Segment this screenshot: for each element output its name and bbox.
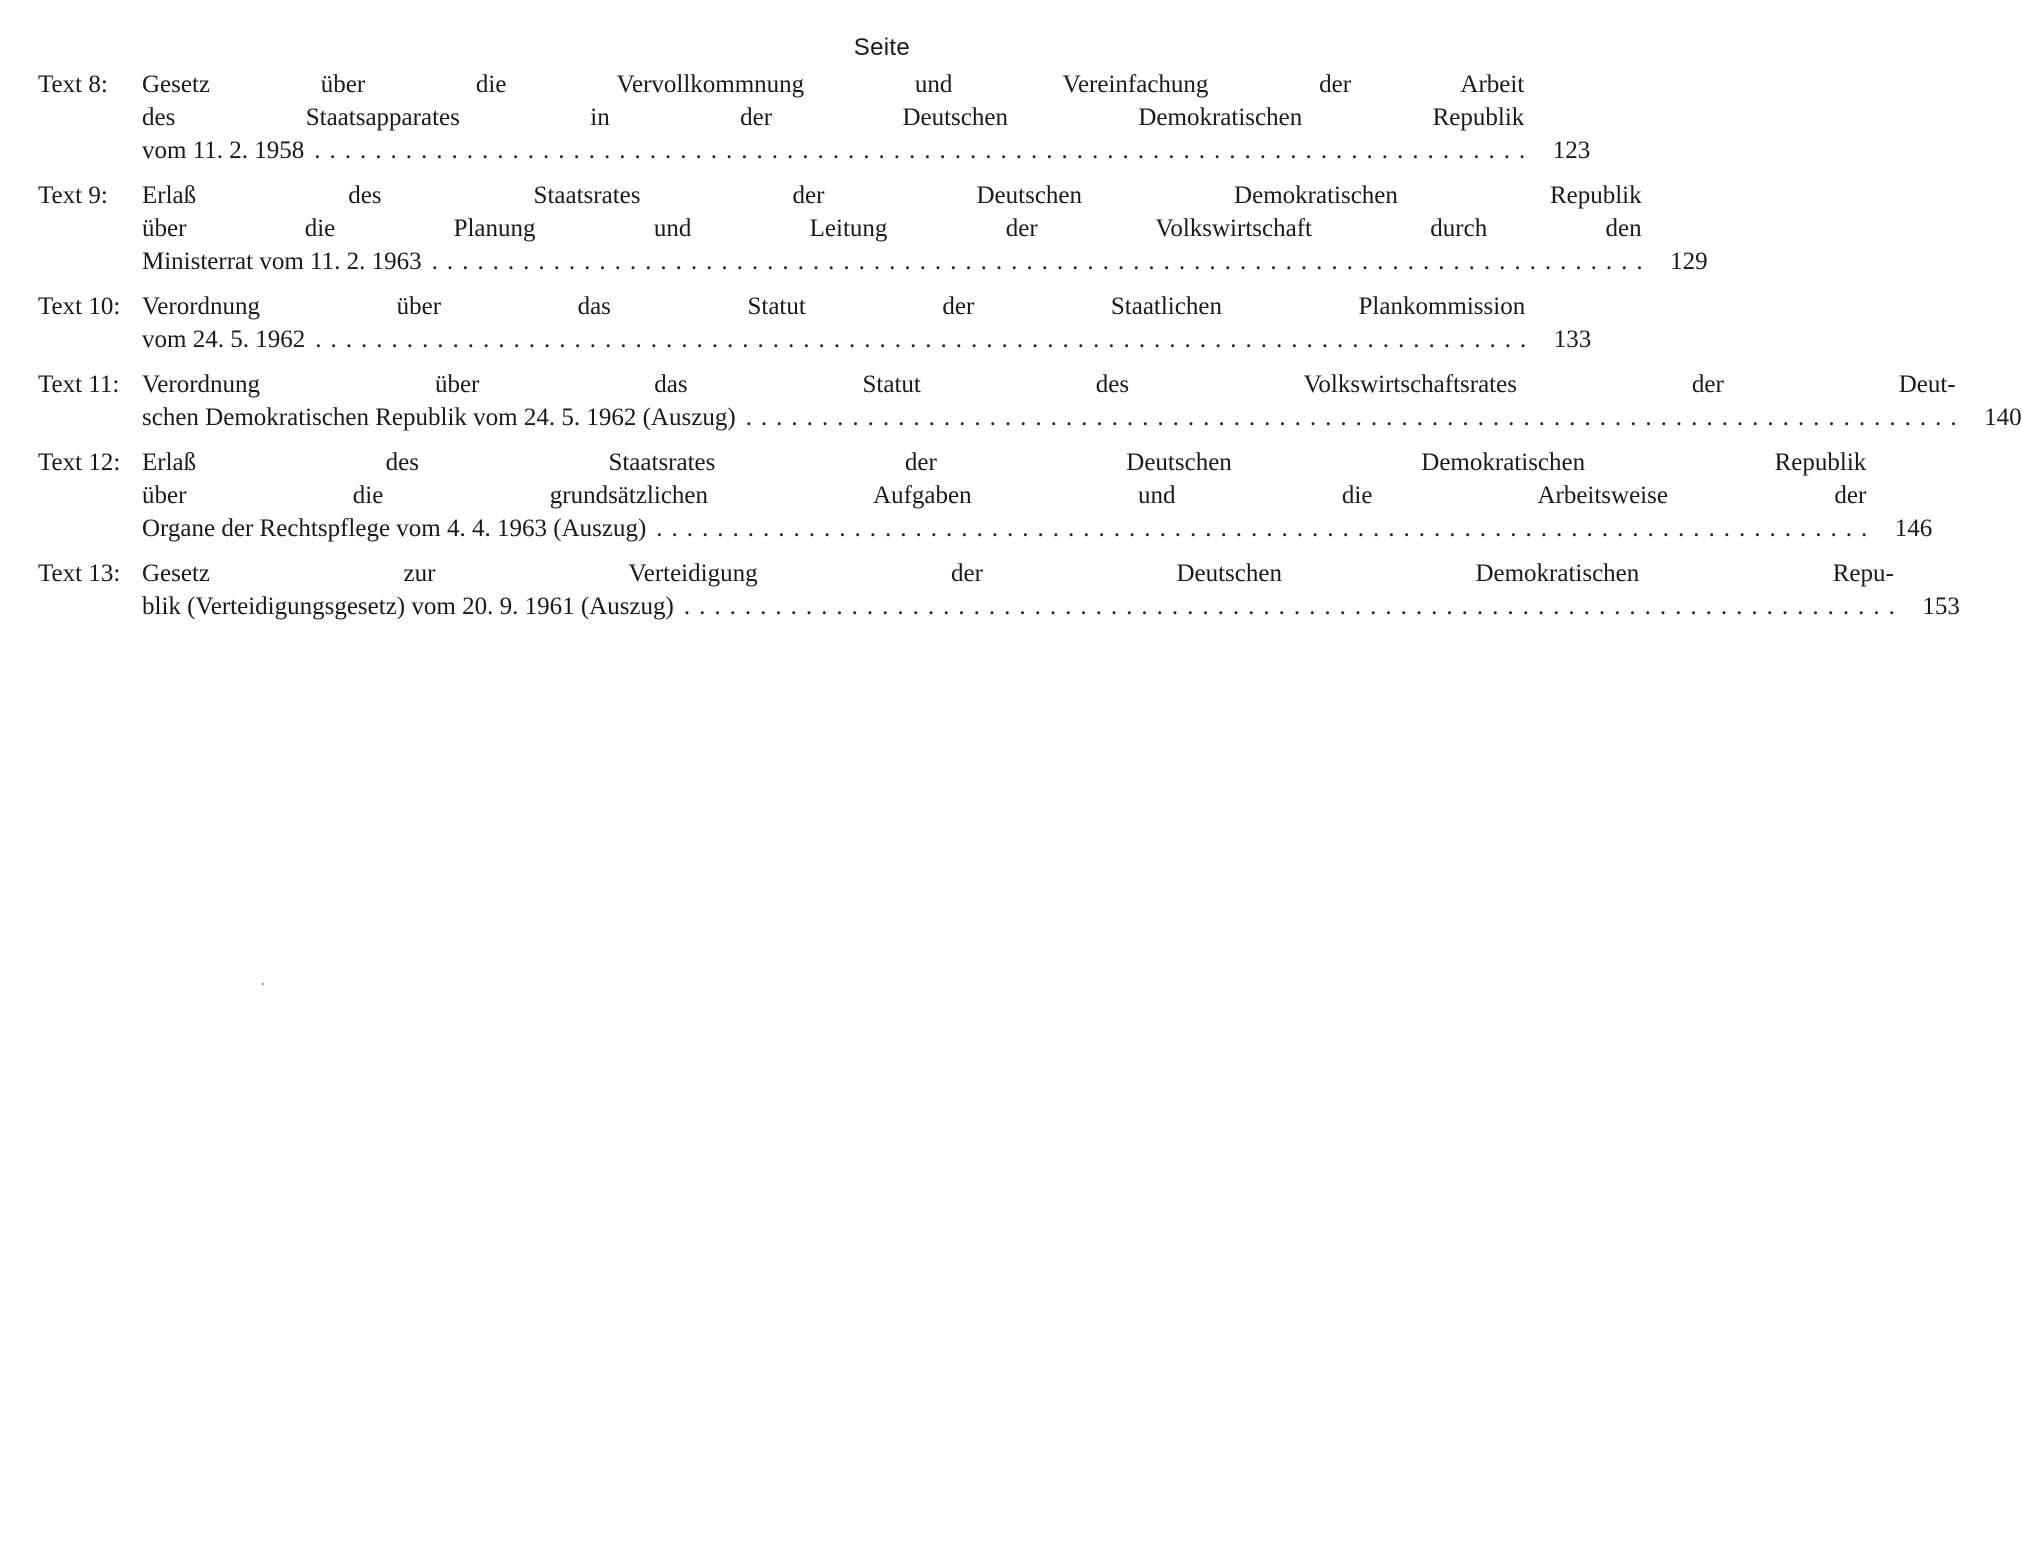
entry-title-line: über die grundsätzlichen Aufgaben und die Arbeitsweise der [142, 482, 1867, 509]
toc-entry-text-9 [38, 179, 1708, 278]
toc-entry-text-13 [38, 557, 1960, 623]
dot-leader: ................................................................................ [683, 593, 1904, 620]
page-number: 133 [1553, 326, 1592, 353]
entry-title-line: Ministerrat vom 11. 2. 1963 [142, 248, 422, 275]
page-column-header: Seite [853, 34, 910, 61]
entry-title-line: Erlaß des Staatsrates der Deutschen Demokratischen Republik [142, 182, 1642, 209]
entry-title [142, 368, 2022, 434]
entry-last-line [142, 134, 1590, 167]
entry-label: Text 9: [38, 182, 108, 209]
entry-title-line: über die Planung und Leitung der Volkswirtschaft durch den [142, 215, 1642, 242]
entry-title-line: Gesetz über die Vervollkommnung und Vereinfachung der Arbeit [142, 71, 1525, 98]
entry-title-line: Erlaß des Staatsrates der Deutschen Demokratischen Republik [142, 449, 1867, 476]
page-number: 153 [1922, 593, 1960, 620]
entry-last-line [142, 245, 1708, 278]
dot-leader: ................................................................................ [314, 137, 1535, 164]
page-number: 146 [1894, 515, 1933, 542]
dot-leader: ................................................................................ [315, 326, 1536, 353]
toc-entry-text-11 [38, 368, 2022, 434]
entry-label: Text 11: [38, 371, 120, 398]
entry-title-line: schen Demokratischen Republik vom 24. 5. 1962 (Auszug) [142, 404, 736, 431]
entry-title-line: blik (Verteidigungsgesetz) vom 20. 9. 1961 (Auszug) [142, 593, 674, 620]
table-of-contents [38, 68, 2022, 635]
toc-entry-text-8 [38, 68, 1591, 167]
entry-title [142, 68, 1590, 167]
page-number: 140 [1984, 404, 2022, 431]
entry-title [142, 179, 1708, 278]
scan-speck [262, 983, 264, 985]
dot-leader: ................................................................................ [656, 515, 1877, 542]
entry-title-line: Verordnung über das Statut des Volkswirtschaftsrates der Deut- [142, 371, 1956, 398]
entry-title [142, 446, 1932, 545]
entry-title [142, 557, 1960, 623]
dot-leader: ................................................................................ [431, 248, 1652, 275]
entry-label: Text 10: [38, 293, 121, 320]
entry-title-line: des Staatsapparates in der Deutschen Demokratischen Republik [142, 104, 1525, 131]
entry-last-line [142, 323, 1591, 356]
page-number: 123 [1552, 137, 1591, 164]
toc-entry-text-10 [38, 290, 1592, 356]
entry-title-line: vom 11. 2. 1958 [142, 137, 305, 164]
dot-leader: ................................................................................ [745, 404, 1966, 431]
entry-label: Text 13: [38, 560, 121, 587]
entry-title-line: Gesetz zur Verteidigung der Deutschen Demokratischen Repu- [142, 560, 1894, 587]
entry-label: Text 8: [38, 71, 108, 98]
entry-last-line [142, 590, 1960, 623]
entry-last-line [142, 512, 1932, 545]
entry-title [142, 290, 1591, 356]
entry-title-line: Organe der Rechtspflege vom 4. 4. 1963 (Auszug) [142, 515, 647, 542]
entry-last-line [142, 401, 2022, 434]
entry-title-line: Verordnung über das Statut der Staatlichen Plankommission [142, 293, 1526, 320]
toc-entry-text-12 [38, 446, 1933, 545]
entry-title-line: vom 24. 5. 1962 [142, 326, 306, 353]
entry-label: Text 12: [38, 449, 121, 476]
page-number: 129 [1670, 248, 1708, 275]
